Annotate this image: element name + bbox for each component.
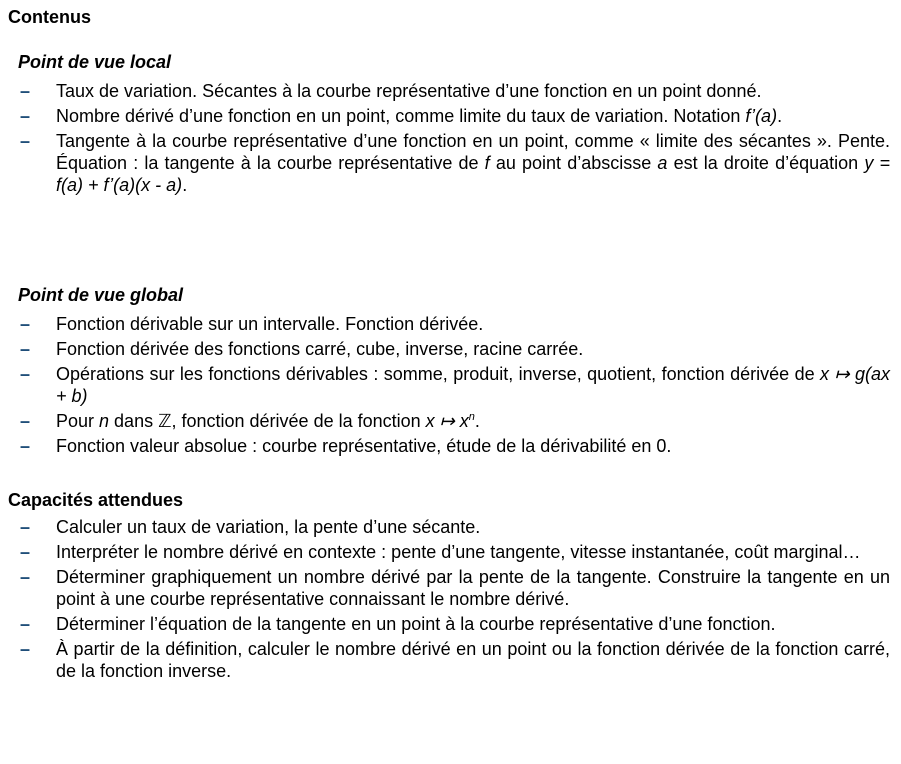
list-item: – Interpréter le nombre dérivé en contexte : pente d’une tangente, vitesse instantanée, coût marginal… <box>20 542 861 562</box>
math-notation: a <box>657 153 668 173</box>
list-item <box>0 130 901 196</box>
math-notation: x ↦ g(ax + b) <box>56 364 890 406</box>
bullet-dash: – <box>20 639 31 659</box>
item-text: Pour <box>56 411 100 431</box>
list-local <box>0 80 901 199</box>
bullet-dash: – <box>20 131 31 151</box>
bullet-dash: – <box>20 106 31 126</box>
item-text: Nombre dérivé d’une fonction en un point, comme limite du taux de variation. Notation <box>56 106 746 126</box>
item-text: est la droite d’équation <box>667 153 865 173</box>
list-item <box>0 410 901 432</box>
bullet-dash: – <box>20 542 31 562</box>
bullet-dash: – <box>20 614 31 634</box>
list-item: – Déterminer graphiquement un nombre dérivé par la pente de la tangente. Construire la tangente en un point à une courbe représentative connaissant le nombre dérivé. <box>20 567 890 609</box>
item-text: Fonction valeur absolue : courbe représentative, étude de la dérivabilité en 0. <box>56 436 672 456</box>
math-notation: x ↦ x <box>425 411 469 431</box>
list-item <box>0 363 901 407</box>
bullet-dash: – <box>20 567 31 587</box>
bullet-dash: – <box>20 411 31 431</box>
subsection-title-global: Point de vue global <box>18 285 184 305</box>
math-exponent: n <box>468 411 475 423</box>
bullet-dash: – <box>20 81 31 101</box>
item-text: au point d’abscisse <box>489 153 658 173</box>
list-item: – Calculer un taux de variation, la pente d’une sécante. <box>20 517 481 537</box>
math-notation: y = f(a) + f’(a)(x - a) <box>56 153 890 195</box>
list-item <box>0 313 901 335</box>
math-notation: n <box>99 411 110 431</box>
bullet-dash: – <box>20 436 31 456</box>
list-item <box>0 105 901 127</box>
subsection-title-local: Point de vue local <box>18 52 172 72</box>
list-global <box>0 313 901 460</box>
bullet-dash: – <box>20 339 31 359</box>
item-text: . <box>777 106 783 126</box>
item-text: . <box>182 175 188 195</box>
item-text: Taux de variation. Sécantes à la courbe représentative d’une fonction en un point donné. <box>56 81 762 101</box>
bullet-dash: – <box>20 364 31 384</box>
list-capacites <box>0 516 901 685</box>
list-item <box>0 435 901 457</box>
item-text: Tangente à la courbe représentative d’une fonction en un point, comme « limite des sécantes ». Pente. Équation : la tangente à la courbe représentative de <box>56 131 890 173</box>
item-text: dans ℤ, fonction dérivée de la fonction <box>109 411 426 431</box>
math-notation: f <box>484 153 490 173</box>
list-item <box>0 80 901 102</box>
list-item <box>0 338 901 360</box>
item-text: . <box>474 411 480 431</box>
list-item: – Déterminer l’équation de la tangente en un point à la courbe représentative d’une fonction. <box>20 614 776 634</box>
bullet-dash: – <box>20 517 31 537</box>
bullet-dash: – <box>20 314 31 334</box>
item-text: Fonction dérivable sur un intervalle. Fonction dérivée. <box>56 314 484 334</box>
item-text: Opérations sur les fonctions dérivables : somme, produit, inverse, quotient, fonction dérivée de <box>56 364 821 384</box>
section-title-contenus: Contenus <box>8 7 91 27</box>
item-text: Fonction dérivée des fonctions carré, cube, inverse, racine carrée. <box>56 339 584 359</box>
list-item: – À partir de la définition, calculer le nombre dérivé en un point ou la fonction dérivée de la fonction carré, de la fonction inverse. <box>20 639 890 681</box>
section-title-capacites: Capacités attendues <box>8 490 184 510</box>
math-notation: f’(a) <box>745 106 778 126</box>
